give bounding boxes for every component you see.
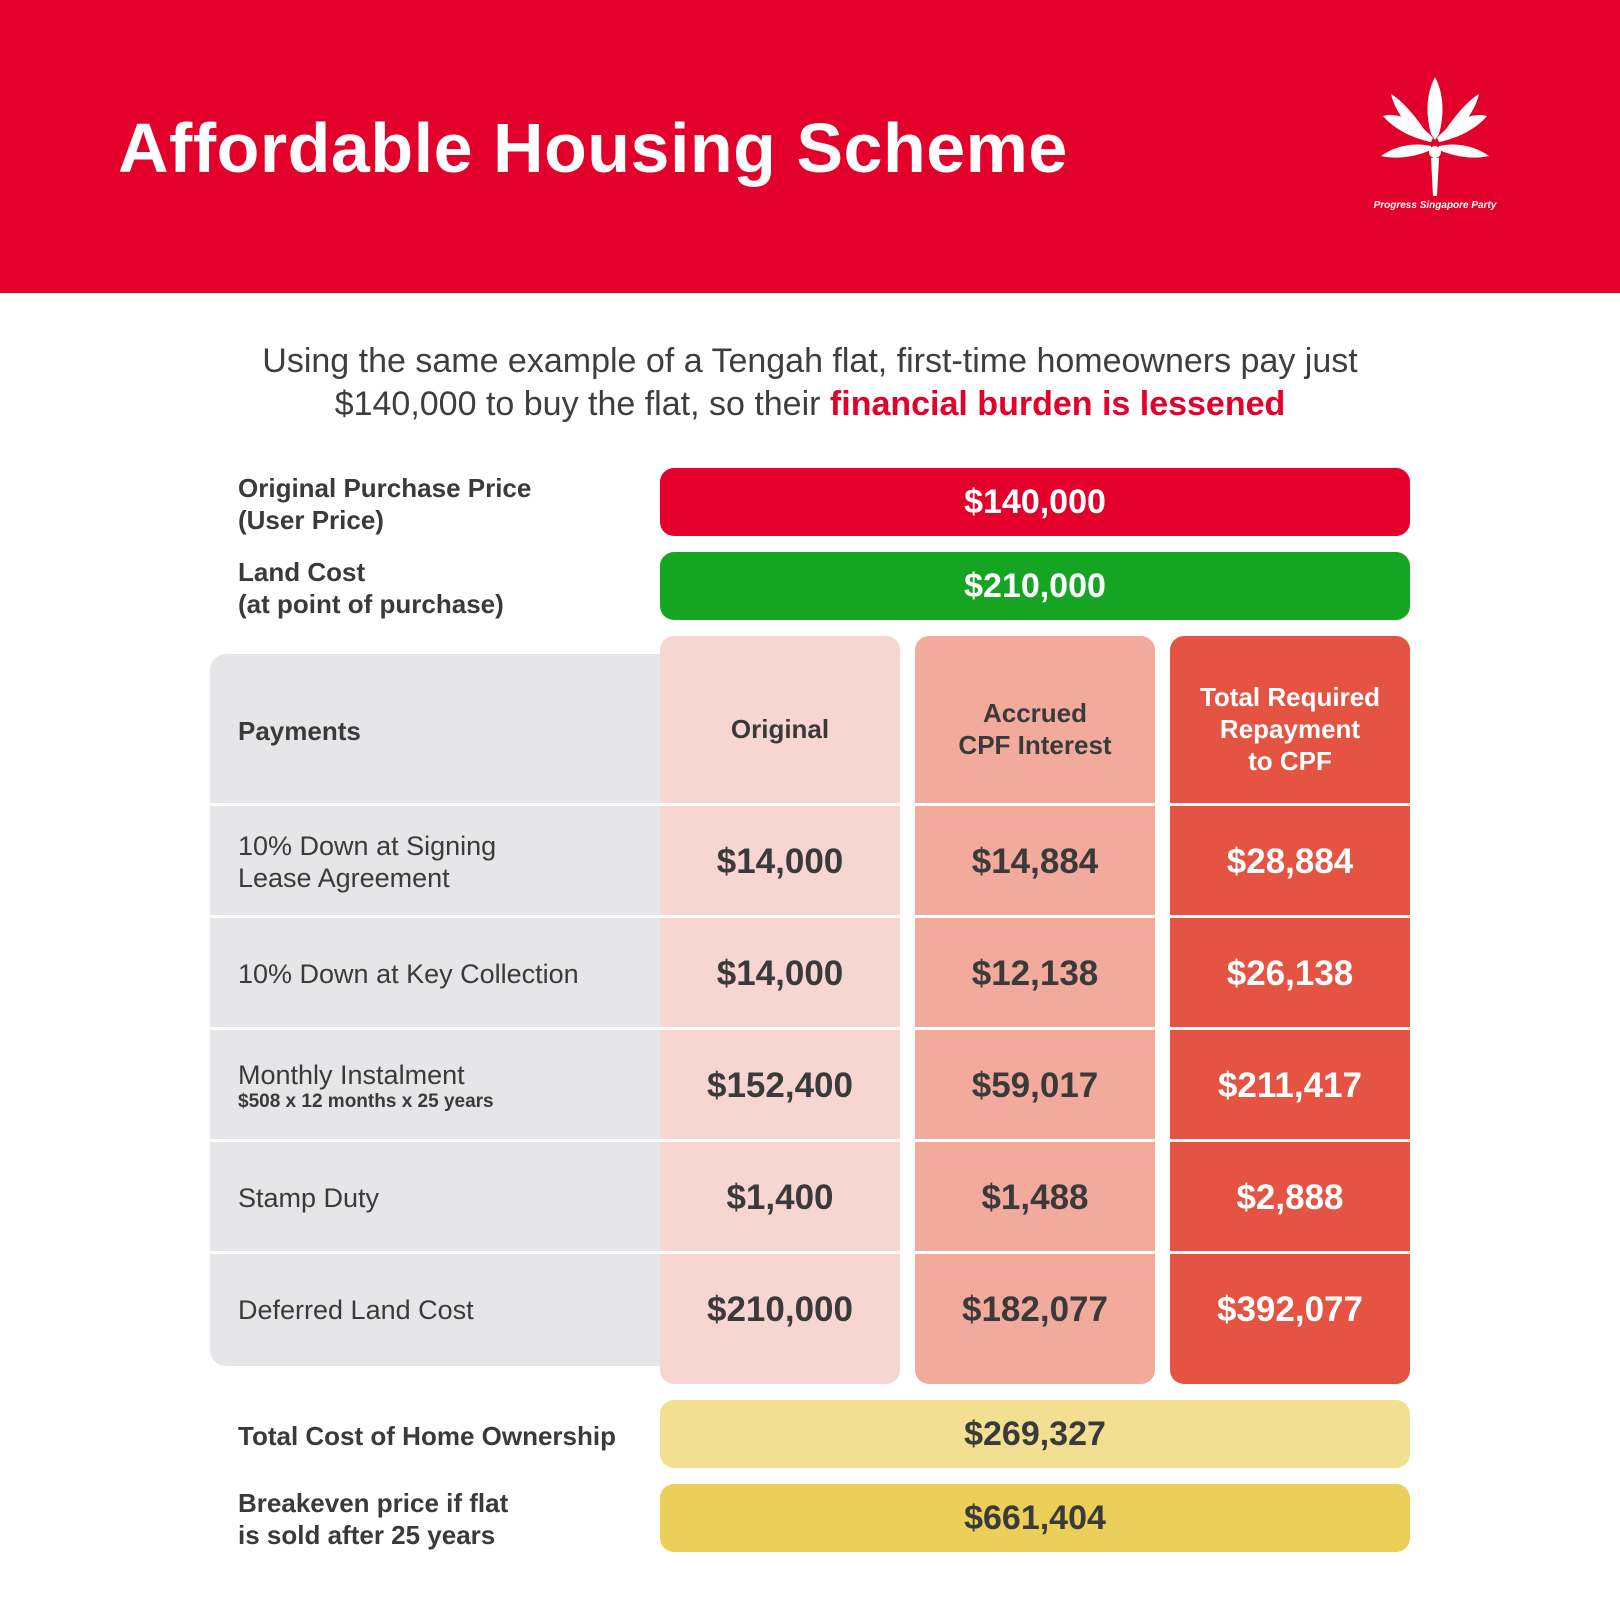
column-header-original — [660, 654, 900, 804]
table-row-label — [238, 1254, 658, 1366]
party-logo — [1360, 72, 1510, 222]
intro-line-1: Using the same example of a Tengah flat, first-time homeowners pay just — [262, 342, 1358, 380]
page-title: Affordable Housing Scheme — [118, 109, 1068, 187]
column-header-interest-line1: Accrued — [982, 698, 1088, 728]
cell-original: $152,400 — [707, 1066, 853, 1105]
breakeven-label — [238, 1487, 508, 1551]
table-row-label — [238, 1142, 658, 1254]
total-cost-label — [238, 1420, 616, 1452]
cell-interest: $59,017 — [971, 1066, 1099, 1105]
cell-total: $392,077 — [1217, 1290, 1363, 1329]
purchase-price-label — [238, 472, 531, 536]
row-label-line1: Monthly Instalment — [238, 1060, 465, 1090]
column-header-interest-line2: CPF Interest — [958, 730, 1112, 760]
intro-highlight: financial burden is lessened — [829, 385, 1286, 423]
table-row-label — [238, 806, 658, 918]
total-cost-label-line1: Total Cost of Home Ownership — [238, 1421, 616, 1451]
logo-caption: Progress Singapore Party — [1373, 200, 1497, 211]
land-cost-bar: $210,000 — [660, 552, 1410, 620]
cell-original: $1,400 — [726, 1178, 834, 1217]
cell-interest: $182,077 — [962, 1290, 1108, 1329]
tree-logo-icon — [1375, 72, 1495, 202]
payments-header: Payments — [238, 716, 361, 746]
land-cost-label-line2: (at point of purchase) — [238, 589, 504, 619]
column-header-total — [1170, 654, 1410, 804]
land-cost-label — [238, 556, 504, 620]
total-cost-bar: $269,327 — [660, 1400, 1410, 1468]
header-banner — [0, 0, 1620, 293]
table-row-label — [238, 1030, 658, 1142]
cell-total: $28,884 — [1226, 842, 1354, 881]
intro-text — [160, 340, 1460, 426]
row-label-line1: 10% Down at Key Collection — [238, 959, 579, 989]
row-label-line1: 10% Down at Signing — [238, 831, 497, 861]
column-header-total-line1: Total Required — [1199, 682, 1381, 712]
breakeven-bar: $661,404 — [660, 1484, 1410, 1552]
cell-total: $26,138 — [1226, 954, 1354, 993]
land-cost-label-line1: Land Cost — [238, 557, 366, 587]
intro-line-2 — [160, 383, 1460, 426]
cell-original: $14,000 — [716, 842, 844, 881]
cell-total: $211,417 — [1217, 1066, 1363, 1105]
column-header-original-line1: Original — [730, 714, 830, 744]
intro-line-2-prefix: $140,000 to buy the flat, so their — [334, 385, 830, 423]
purchase-price-label-line1: Original Purchase Price — [238, 473, 532, 503]
purchase-price-bar: $140,000 — [660, 468, 1410, 536]
cell-interest: $1,488 — [981, 1178, 1089, 1217]
row-label-line1: Deferred Land Cost — [238, 1295, 474, 1325]
purchase-price-label-line2: (User Price) — [238, 505, 384, 535]
row-label-line2: Lease Agreement — [238, 863, 450, 893]
row-label-line1: Stamp Duty — [238, 1183, 380, 1213]
breakeven-label-line1: Breakeven price if flat — [238, 1488, 509, 1518]
table-row-label — [238, 918, 658, 1030]
cell-original: $14,000 — [716, 954, 844, 993]
column-header-total-line2: Repayment — [1219, 714, 1361, 744]
cell-total: $2,888 — [1236, 1178, 1344, 1217]
breakeven-label-line2: is sold after 25 years — [238, 1520, 496, 1550]
column-header-total-line3: to CPF — [1248, 746, 1332, 776]
cell-original: $210,000 — [707, 1290, 853, 1329]
cell-interest: $14,884 — [971, 842, 1099, 881]
column-header-interest — [915, 654, 1155, 804]
row-label-sub: $508 x 12 months x 25 years — [238, 1091, 494, 1112]
cell-interest: $12,138 — [971, 954, 1099, 993]
